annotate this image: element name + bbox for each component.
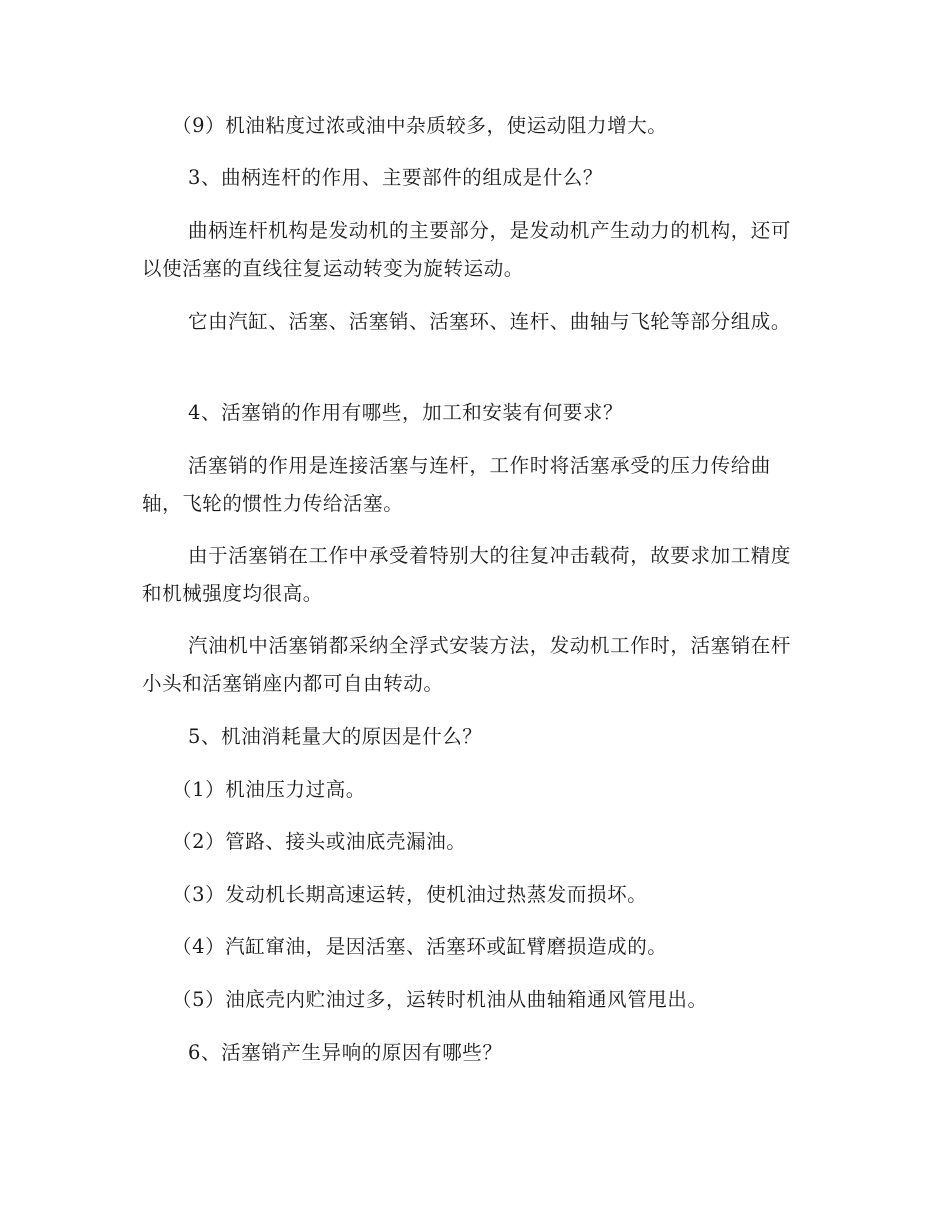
question-heading: 5、机油消耗量大的原因是什么？ bbox=[188, 725, 483, 748]
body-paragraph: 活塞销的作用是连接活塞与连杆，工作时将活塞承受的压力传给曲轴，飞轮的惯性力传给活塞。 bbox=[142, 454, 771, 515]
list-item: （2）管路、接头或油底壳漏油。 bbox=[172, 830, 467, 853]
list-item: （1）机油压力过高。 bbox=[172, 778, 366, 801]
body-paragraph: 曲柄连杆机构是发动机的主要部分，是发动机产生动力的机构，还可以使活塞的直线往复运动转变为旋转运动。 bbox=[142, 219, 792, 280]
question-heading: 4、活塞销的作用有哪些，加工和安装有何要求？ bbox=[188, 401, 624, 424]
list-item: （9）机油粘度过浓或油中杂质较多，使运动阻力增大。 bbox=[172, 114, 668, 137]
list-item: （4）汽缸窜油，是因活塞、活塞环或缸臂磨损造成的。 bbox=[172, 935, 668, 958]
question-heading: 3、曲柄连杆的作用、主要部件的组成是什么？ bbox=[188, 166, 604, 189]
list-item: （3）发动机长期高速运转，使机油过热蒸发而损坏。 bbox=[172, 883, 648, 906]
question-heading: 6、活塞销产生异响的原因有哪些？ bbox=[188, 1041, 503, 1064]
body-paragraph: 由于活塞销在工作中承受着特别大的往复冲击载荷，故要求加工精度和机械强度均很高。 bbox=[142, 544, 792, 605]
body-paragraph: 它由汽缸、活塞、活塞销、活塞环、连杆、曲轴与飞轮等部分组成。 bbox=[188, 310, 792, 333]
body-paragraph: 汽油机中活塞销都采纳全浮式安装方法，发动机工作时，活塞销在杆小头和活塞销座内都可自由转动。 bbox=[142, 634, 792, 695]
list-item: （5）油底壳内贮油过多，运转时机油从曲轴箱通风管甩出。 bbox=[172, 988, 708, 1011]
